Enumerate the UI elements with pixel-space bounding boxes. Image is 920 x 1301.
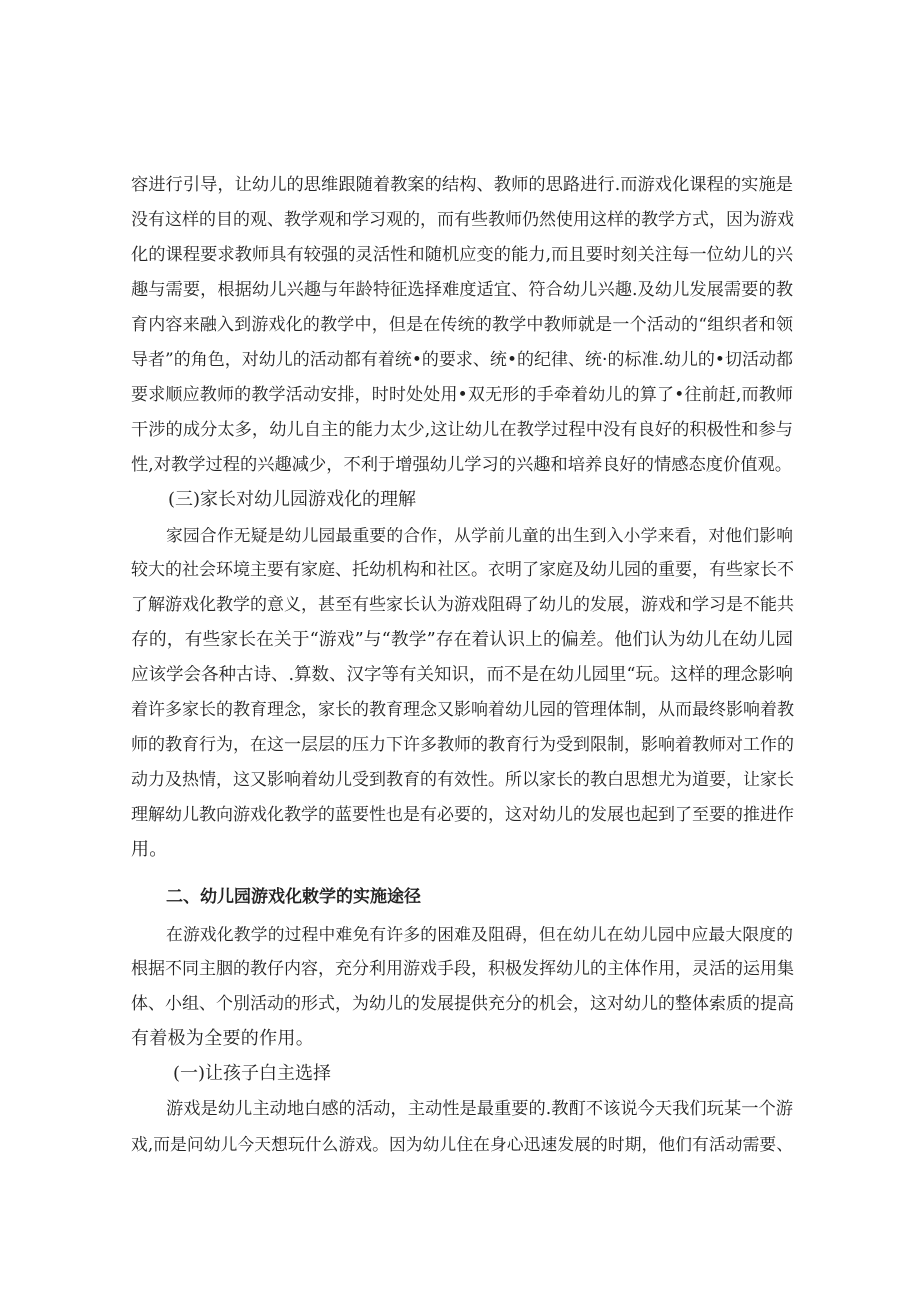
- para1-line: 化的课程要求教师具有较强的灵活性和随机应变的能力,而且要时刻关注每一位幼儿的兴: [131, 245, 793, 265]
- para2-line: 用。: [131, 839, 168, 860]
- para2-line: 理解幼儿教向游戏化教学的蓝要性也是有必要的，这对幼儿的发展也起到了至要的推进作: [131, 805, 794, 825]
- para1-line: 要求顺应教师的教学活动安排，时时处处用•双无形的手牵着幼儿的算了•往前赶,而教师: [131, 385, 793, 405]
- para2-line: 应该学会各种古诗、.算数、汉字等有关知识，而不是在幼儿园里“玩。这样的理念影响: [131, 665, 794, 685]
- para1-line: 容进行引导，让幼儿的思维跟随着教案的结构、教师的思路进行.而游戏化课程的实施是: [131, 175, 793, 195]
- para3-line: 有着极为全要的作用。: [131, 1028, 314, 1049]
- para4-line: 戏,而是问幼儿今天想玩什么游戏。因为幼儿住在身心迅速发展的时期，他们有活动需要、: [131, 1134, 793, 1154]
- para2-line: 家园合作无疑是幼儿园最重要的合作，从学前儿童的出生到入小学来看，对他们影响: [166, 525, 793, 545]
- para2-line: 了解游戏化教学的意义，甚至有些家长认为游戏阻碍了幼儿的发展，游戏和学习是不能共: [131, 595, 794, 615]
- para1-line: 导者”的角色，对幼儿的活动都有着统•的要求、统•的纪律、统·的标准.幼儿的•切活动都: [131, 350, 793, 370]
- para1-line: 趣与需要，根据幼儿兴趣与年龄特征选择难度适宜、符合幼儿兴趣.及幼儿发展需要的教: [131, 280, 793, 300]
- para1-line: 没有这样的目的观、教学观和学习观的，而有些教师仍然使用这样的教学方式，因为游戏: [131, 210, 794, 230]
- para3-line: 体、小组、个別活动的形式，为幼儿的发展提供充分的机会，这对幼儿的整体索质的提高: [131, 994, 794, 1014]
- section-heading-2: 二、幼儿园游戏化敕学的实施途径: [166, 887, 421, 907]
- section-heading-3: (三)家长对幼儿园游戏化的理解: [168, 489, 417, 510]
- para2-line: 动力及热情，这又影响着幼儿受到教育的有效性。所以家长的教白思想尤为道要，让家长: [131, 770, 794, 790]
- para3-line: 根据不同主胭的教仔内容，充分利用游戏手段，积极发挥幼儿的主体作用，灵活的运用集: [131, 959, 794, 979]
- para2-line: 师的教育行为，在这一层层的压力下许多教师的教育行为受到限制，影响着教师对工作的: [131, 735, 794, 755]
- para1-line: 性,对教学过程的兴趣减少，不利于增强幼儿学习的兴趣和培养良好的情感态度价值观。: [131, 455, 792, 475]
- para2-line: 着许多家长的教育理念，家长的教育理念又影响着幼儿园的管理体制，从而最终影响着教: [131, 700, 794, 720]
- para1-line: 干涉的成分太多，幼儿自主的能力太少,这让幼儿在教学过程中没有良好的积极性和参与: [131, 420, 793, 440]
- para2-line: 较大的社会环境主要有家庭、托幼机构和社区。衣明了家庭及幼儿园的重要，有些家长不: [131, 560, 794, 580]
- para3-line: 在游戏化教学的过程中难免有许多的困难及阻碍，但在幼儿在幼儿园中应最大限度的: [166, 924, 793, 944]
- para1-line: 育内容来融入到游戏化的教学中，但是在传统的教学中教师就是一个活动的“组织者和领: [131, 315, 793, 335]
- para4-line: 游戏是幼儿主动地白感的活动，主动性是最重要的.教酊不该说今天我们玩某一个游: [166, 1099, 793, 1119]
- section-heading-1: (一)让孩子白主选择: [173, 1063, 332, 1084]
- para2-line: 存的，有些家长在关于“游戏”与“教学”存在着认识上的偏差。他们认为幼儿在幼儿园: [131, 630, 793, 650]
